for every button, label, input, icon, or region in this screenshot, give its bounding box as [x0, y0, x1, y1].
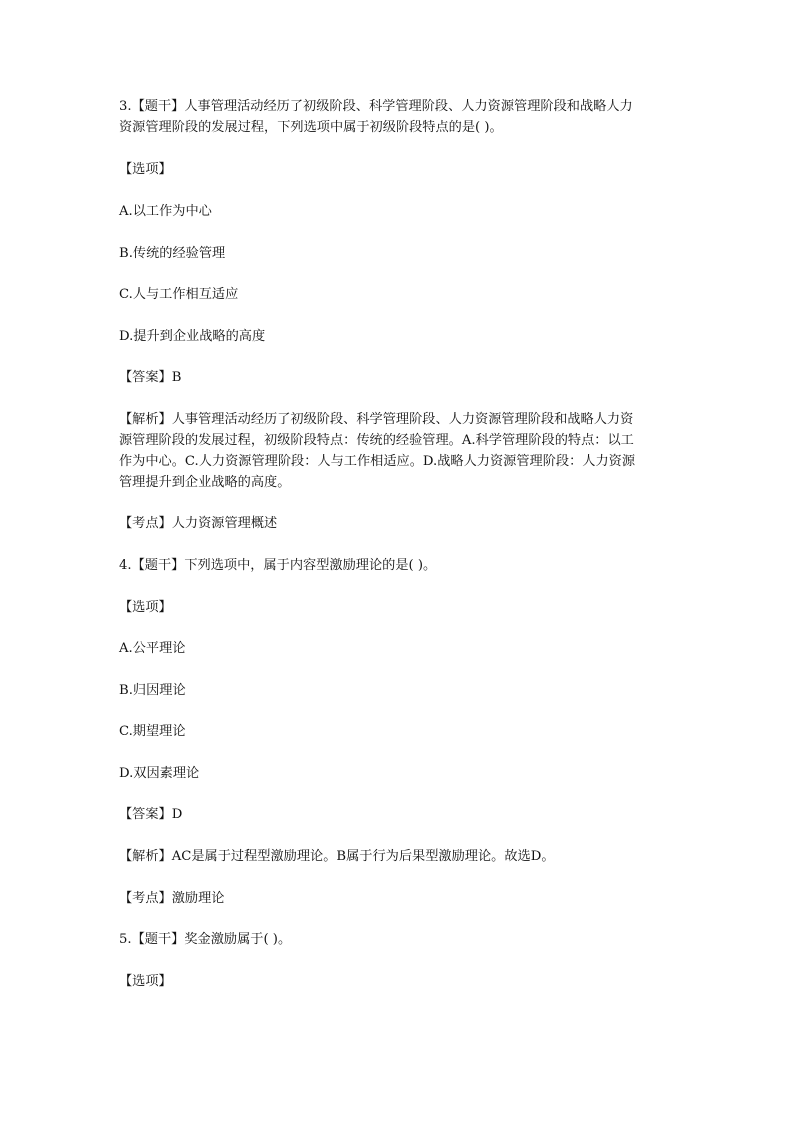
q3-stem-line-1: 3.【题干】人事管理活动经历了初级阶段、科学管理阶段、人力资源管理阶段和战略人力: [119, 99, 633, 114]
q3-stem-line-2: 资源管理阶段的发展过程，下列选项中属于初级阶段特点的是( )。: [119, 120, 503, 135]
q4-options-label: 【选项】: [119, 600, 172, 615]
q4-point: 【考点】激励理论: [119, 891, 225, 906]
q3-analysis-line-4: 管理提升到企业战略的高度。: [119, 475, 291, 490]
q4-analysis-line-1: 【解析】AC是属于过程型激励理论。B属于行为后果型激励理论。故选D。: [119, 849, 555, 864]
q3-point: 【考点】人力资源管理概述: [119, 516, 278, 531]
q4-option-d: D.双因素理论: [119, 766, 200, 781]
q4-option-b: B.归因理论: [119, 683, 186, 698]
q5-options-label: 【选项】: [119, 974, 172, 989]
q3-answer: 【答案】B: [119, 370, 182, 385]
q4-stem-line-1: 4.【题干】下列选项中，属于内容型激励理论的是( )。: [119, 558, 437, 573]
q4-option-c: C.期望理论: [119, 724, 186, 739]
q3-option-b: B.传统的经验管理: [119, 246, 226, 261]
q5-stem-line-1: 5.【题干】奖金激励属于( )。: [119, 932, 292, 947]
q4-answer: 【答案】D: [119, 807, 183, 822]
q3-option-a: A.以工作为中心: [119, 204, 212, 219]
q3-analysis-line-1: 【解析】人事管理活动经历了初级阶段、科学管理阶段、人力资源管理阶段和战略人力资: [119, 412, 634, 427]
q3-analysis-line-3: 作为中心。C.人力资源管理阶段：人与工作相适应。D.战略人力资源管理阶段：人力资源: [119, 454, 636, 469]
q3-analysis-line-2: 源管理阶段的发展过程，初级阶段特点：传统的经验管理。A.科学管理阶段的特点：以工: [119, 433, 634, 448]
q3-option-d: D.提升到企业战略的高度: [119, 329, 266, 344]
q3-option-c: C.人与工作相互适应: [119, 287, 239, 302]
q3-options-label: 【选项】: [119, 162, 172, 177]
q4-option-a: A.公平理论: [119, 641, 186, 656]
